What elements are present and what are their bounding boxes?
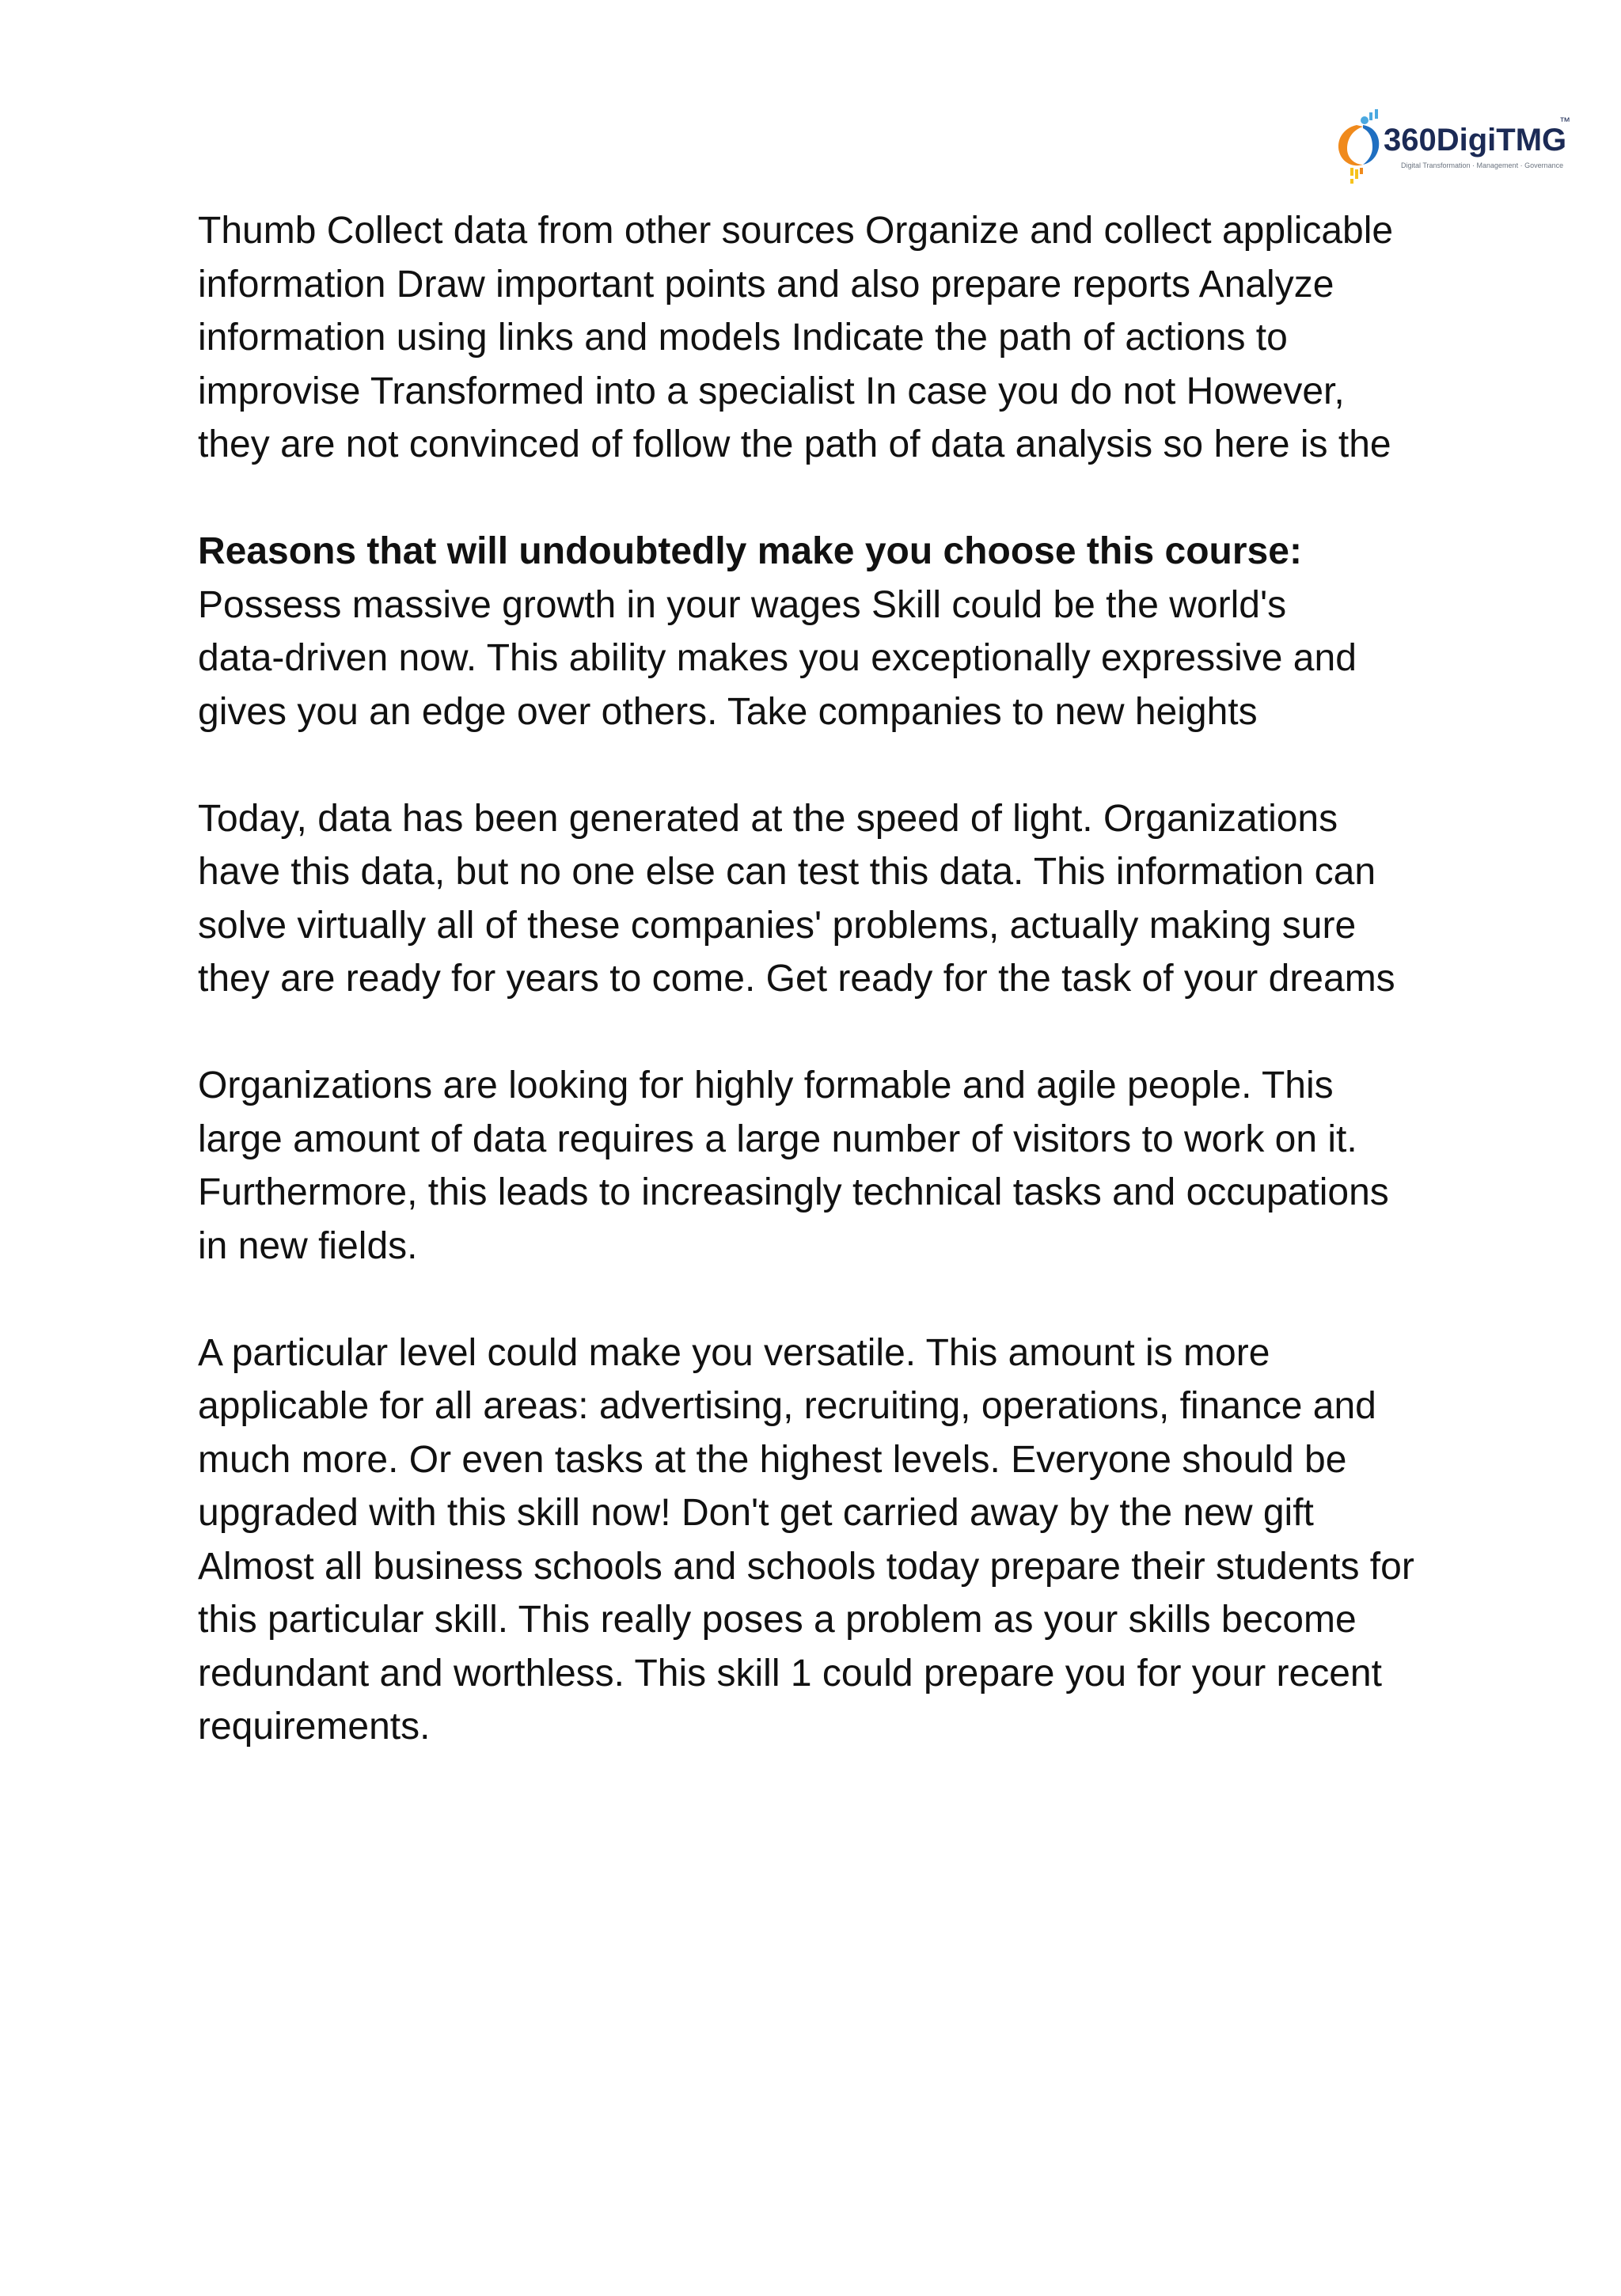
360digitmg-logo-icon — [1328, 101, 1581, 196]
paragraph-organizations: Organizations are looking for highly formable and agile people. This large amount of data requires a large number of visitors to work on it. Furthermore, this leads to increasingly technical tasks and occupations in new fields. — [198, 1065, 1389, 1267]
paragraph-versatile: A particular level could make you versatile. This amount is more applicable for all areas: advertising, recruiting, operations, finance and much more. Or even tasks at the highest levels. Everyone should be upgraded with this skill now! Don't get carried away by the new gift Almost all business schools and schools today prepare their students for this particular skill. This really poses a problem as your skills become redundant and worthless. This skill 1 could prepare you for your recent requirements. — [198, 1331, 1414, 1748]
paragraph-reasons: Possess massive growth in your wages Skill could be the world's data-driven now. This ability makes you exceptionally expressive and gives you an edge over others. Take companies to new heights — [198, 583, 1357, 733]
paragraph-intro: Thumb Collect data from other sources Organize and collect applicable information Draw important points and also prepare reports Analyze information using links and models Indicate the path of actions to improvise Transformed into a specialist In case you do not However, they are not convinced of follow the path of data analysis so here is the — [198, 210, 1394, 465]
company-logo — [1328, 101, 1581, 196]
logo-tagline: Digital Transformation · Management · Governance — [1401, 161, 1564, 169]
paragraph-data-speed: Today, data has been generated at the speed of light. Organizations have this data, but no one else can test this data. This information can solve virtually all of these companies' problems, actually making sure they are ready for years to come. Get ready for the task of your dreams — [198, 797, 1395, 1000]
reasons-section — [198, 525, 1448, 738]
logo-wordmark: 360DigiTMG — [1384, 123, 1567, 157]
document-body — [198, 204, 1448, 1807]
reasons-heading: Reasons that will undoubtedly make you choose this course: — [198, 530, 1302, 572]
logo-trademark: ™ — [1559, 115, 1570, 127]
